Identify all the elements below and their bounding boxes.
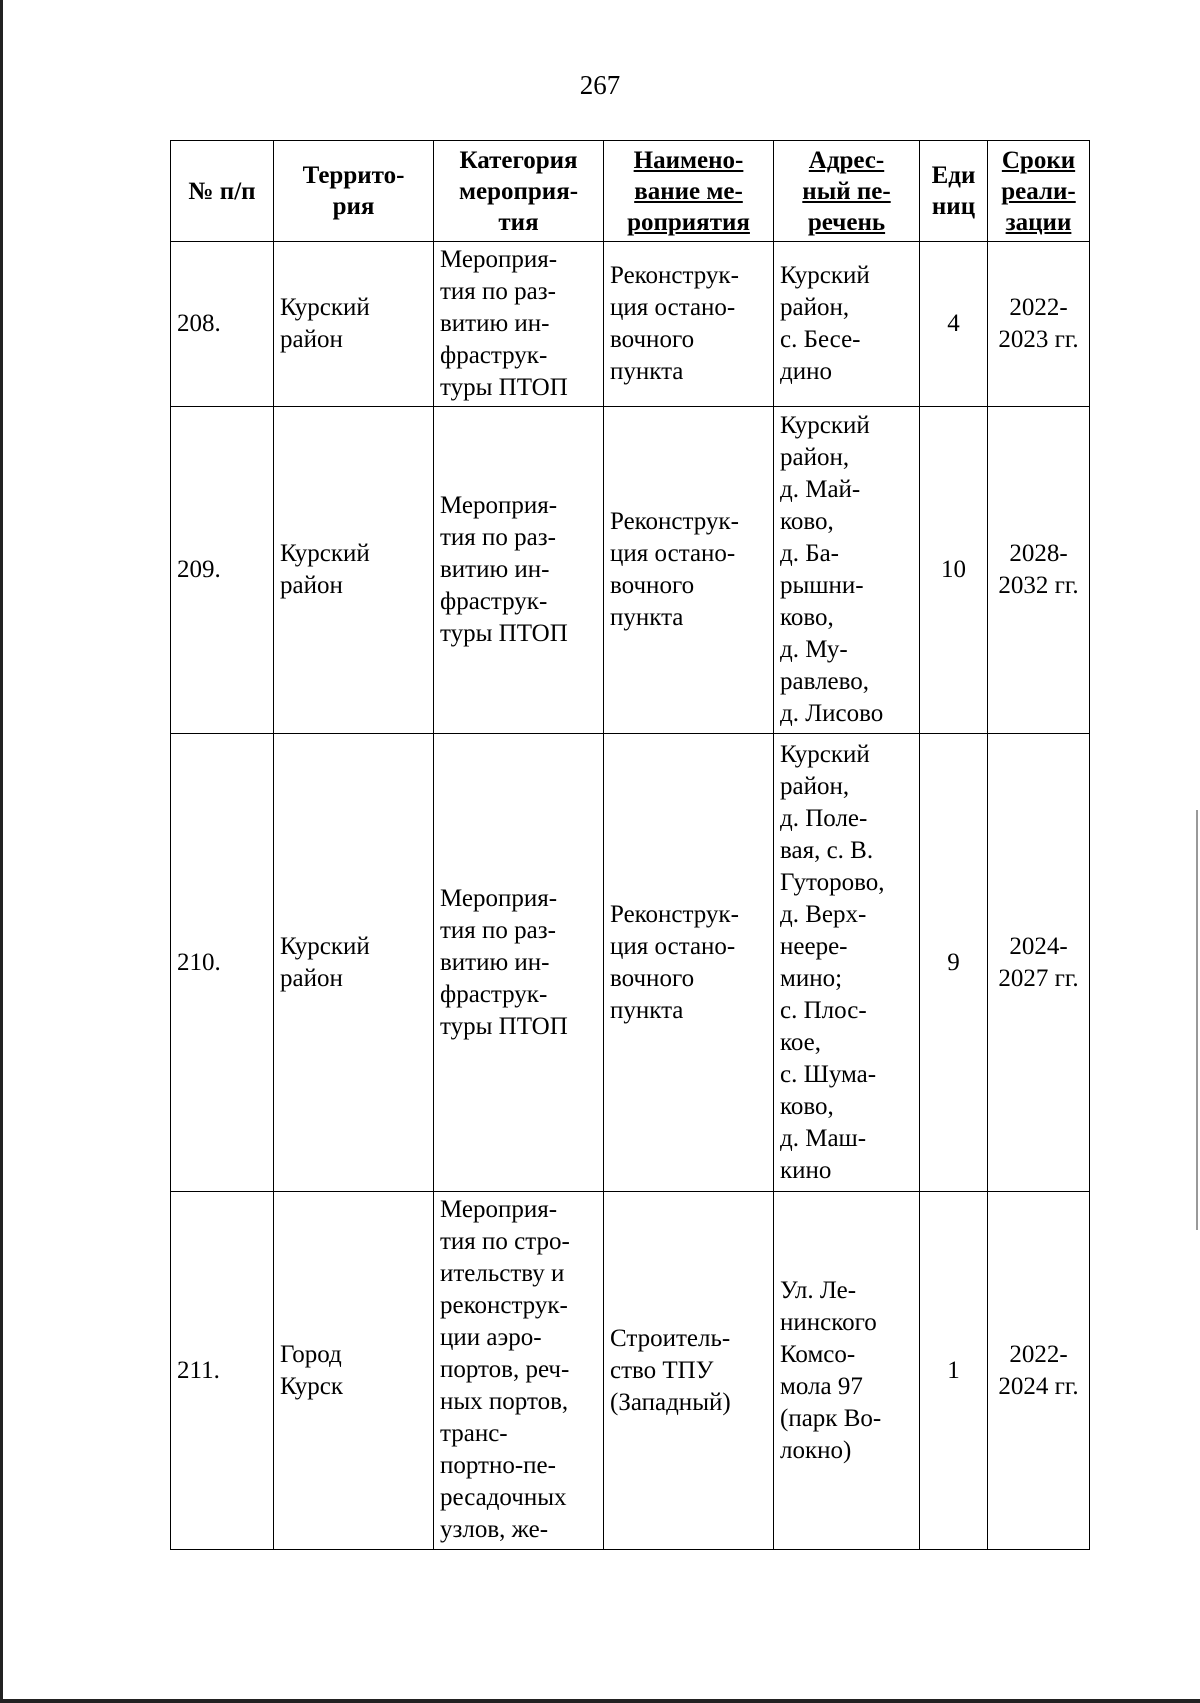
row-category: Мероприя- тия по стро- ительству и реконструк- ции аэро- портов, реч- ных портов, транс- портно-пе- ресадочных узлов, же- (434, 1192, 604, 1550)
row-address-list: Ул. Ле- нинского Комсо- мола 97 (парк Во- локно) (774, 1192, 920, 1550)
header-territory: Террито- рия (274, 141, 434, 242)
table-row (171, 407, 1090, 734)
row-territory: Курский район (274, 242, 434, 407)
table-row (171, 734, 1090, 1192)
row-address-list: Курский район, с. Бесе- дино (774, 242, 920, 407)
row-units: 4 (920, 242, 988, 407)
row-territory: Курский район (274, 734, 434, 1192)
table-row (171, 242, 1090, 407)
page-number: 267 (579, 70, 621, 100)
row-measure-name: Реконструк- ция остано- вочного пункта (604, 242, 774, 407)
row-category: Мероприя- тия по раз- витию ин- фраструк- туры ПТОП (434, 734, 604, 1192)
header-units: Еди ниц (920, 141, 988, 242)
row-number: 210. (171, 734, 274, 1192)
row-measure-name: Реконструк- ция остано- вочного пункта (604, 407, 774, 734)
table-row (171, 1192, 1090, 1550)
row-units: 10 (920, 407, 988, 734)
scan-edge-bottom (0, 1699, 1200, 1703)
row-address-list: Курский район, д. Май- ково, д. Ба- рышни- ково, д. Му- равлево, д. Лисово (774, 407, 920, 734)
row-units: 1 (920, 1192, 988, 1550)
measures-table (170, 140, 1090, 1550)
header-category: Категория мероприя- тия (434, 141, 604, 242)
header-period: Сроки реали- зации (988, 141, 1090, 242)
scan-edge-right (1196, 810, 1198, 1230)
header-number: № п/п (171, 141, 274, 242)
row-number: 208. (171, 242, 274, 407)
row-period: 2022- 2024 гг. (988, 1192, 1090, 1550)
row-category: Мероприя- тия по раз- витию ин- фраструк- туры ПТОП (434, 407, 604, 734)
row-measure-name: Строитель- ство ТПУ (Западный) (604, 1192, 774, 1550)
row-period: 2028- 2032 гг. (988, 407, 1090, 734)
row-units: 9 (920, 734, 988, 1192)
scan-edge-left (0, 0, 3, 1703)
row-territory: Город Курск (274, 1192, 434, 1550)
row-number: 209. (171, 407, 274, 734)
header-measure-name: Наимено- вание ме- роприятия (604, 141, 774, 242)
row-measure-name: Реконструк- ция остано- вочного пункта (604, 734, 774, 1192)
row-category: Мероприя- тия по раз- витию ин- фраструк- туры ПТОП (434, 242, 604, 407)
header-address-list: Адрес- ный пе- речень (774, 141, 920, 242)
row-territory: Курский район (274, 407, 434, 734)
row-period: 2024- 2027 гг. (988, 734, 1090, 1192)
row-period: 2022- 2023 гг. (988, 242, 1090, 407)
row-address-list: Курский район, д. Поле- вая, с. В. Гуторово, д. Верх- неере- мино; с. Плос- кое, с. Шума- ково, д. Маш- кино (774, 734, 920, 1192)
row-number: 211. (171, 1192, 274, 1550)
table-header-row (171, 141, 1090, 242)
